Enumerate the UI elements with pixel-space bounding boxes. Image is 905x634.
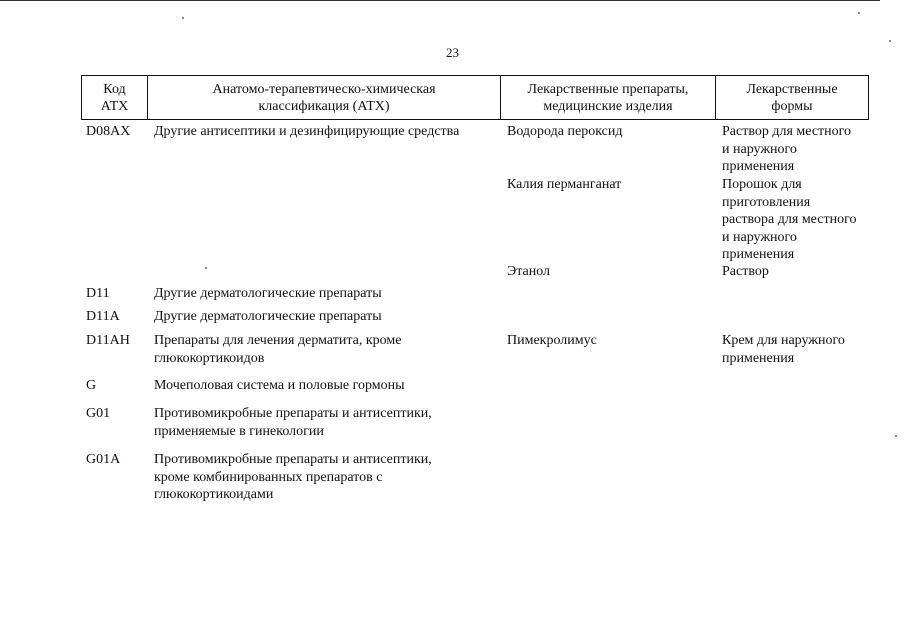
row-drug: Водорода пероксид <box>507 124 623 139</box>
header-classification-label: Анатомо-терапевтическо-химическая классификация (АТХ) <box>212 81 436 114</box>
row-classification: Противомикробные препараты и антисептики, применяемые в гинекологии <box>154 406 432 439</box>
row-form: Раствор для местного и наружного применения <box>722 124 852 174</box>
row-code: D11A <box>86 309 120 324</box>
row-code: G01A <box>86 452 121 467</box>
row-classification: Противомикробные препараты и антисептики, кроме комбинированных препаратов с глюкокортикоидами <box>154 452 432 502</box>
page-number: 23 <box>446 45 459 60</box>
row-form: Раствор <box>722 264 769 279</box>
row-classification: Мочеполовая система и половые гормоны <box>154 378 405 393</box>
row-code: D11AH <box>86 333 130 348</box>
row-drug: Пимекролимус <box>507 333 597 348</box>
row-code: D08AX <box>86 124 131 139</box>
row-classification: Другие дерматологические препараты <box>154 286 382 301</box>
row-form: Порошок для приготовления раствора для местного и наружного применения <box>722 177 857 262</box>
row-classification: Другие антисептики и дезинфицирующие средства <box>154 124 460 139</box>
header-drugs-label: Лекарственные препараты, медицинские изделия <box>527 81 689 114</box>
header-code-label: Код АТХ <box>100 81 129 114</box>
row-drug: Калия перманганат <box>507 177 622 192</box>
header-forms-label: Лекарственные формы <box>746 81 838 114</box>
row-form: Крем для наружного применения <box>722 333 845 366</box>
row-classification: Препараты для лечения дерматита, кроме глюкокортикоидов <box>154 333 402 366</box>
row-code: G <box>86 378 97 393</box>
row-classification: Другие дерматологические препараты <box>154 309 382 324</box>
row-code: D11 <box>86 286 110 301</box>
row-drug: Этанол <box>507 264 551 279</box>
row-code: G01 <box>86 406 111 421</box>
